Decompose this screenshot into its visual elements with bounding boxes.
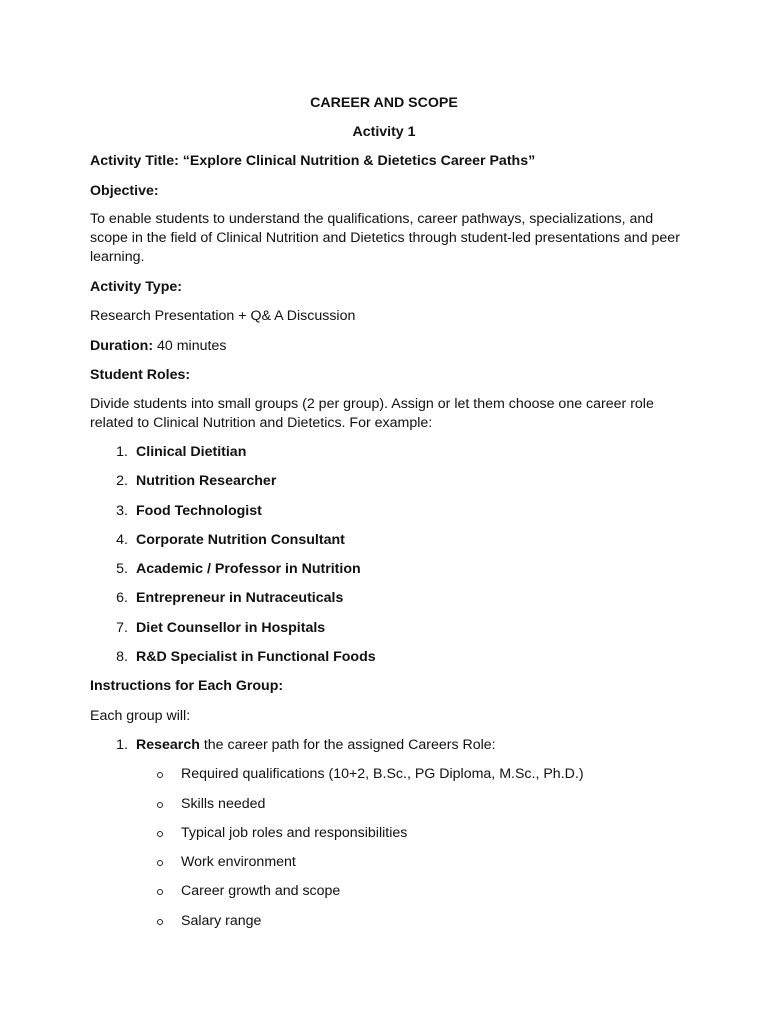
objective-label: Objective: xyxy=(90,183,159,199)
student-roles-label: Student Roles: xyxy=(90,367,191,383)
instruction-step-text: the career path for the assigned Careers Role: xyxy=(199,737,496,753)
list-number: 2. xyxy=(116,473,128,489)
role-item: Diet Counsellor in Hospitals xyxy=(136,620,326,636)
instruction-step-bold: Research xyxy=(136,737,200,753)
role-item: R&D Specialist in Functional Foods xyxy=(136,649,376,665)
activity-type-value: Research Presentation + Q& A Discussion xyxy=(90,308,356,324)
list-number: 5. xyxy=(116,561,128,577)
role-item: Corporate Nutrition Consultant xyxy=(136,532,345,548)
circle-bullet-icon xyxy=(157,772,163,778)
duration-line xyxy=(90,337,226,356)
role-item: Nutrition Researcher xyxy=(136,473,277,489)
activity-heading: Activity 1 xyxy=(352,124,416,140)
role-item: Entrepreneur in Nutraceuticals xyxy=(136,590,344,606)
page-title: CAREER AND SCOPE xyxy=(310,95,458,111)
role-item: Food Technologist xyxy=(136,503,262,519)
duration-label: Duration: xyxy=(90,338,154,354)
duration-value: 40 minutes xyxy=(157,338,227,354)
circle-bullet-icon xyxy=(157,919,163,925)
activity-title-label: Activity Title: xyxy=(90,153,179,169)
list-number: 3. xyxy=(116,503,128,519)
list-number: 4. xyxy=(116,532,128,548)
sub-list-item: Skills needed xyxy=(181,796,266,812)
activity-title xyxy=(90,152,535,171)
activity-title-value: “Explore Clinical Nutrition & Dietetics Career Paths” xyxy=(182,153,536,169)
list-number: 1. xyxy=(116,444,128,460)
list-number: 1. xyxy=(116,737,128,753)
instructions-intro: Each group will: xyxy=(90,708,191,724)
list-number: 7. xyxy=(116,620,128,636)
instructions-label: Instructions for Each Group: xyxy=(90,678,284,694)
role-item: Clinical Dietitian xyxy=(136,444,247,460)
circle-bullet-icon xyxy=(157,802,163,808)
activity-type-label: Activity Type: xyxy=(90,279,182,295)
circle-bullet-icon xyxy=(157,860,163,866)
sub-list-item: Work environment xyxy=(181,854,296,870)
circle-bullet-icon xyxy=(157,889,163,895)
sub-list-item: Career growth and scope xyxy=(181,883,341,899)
sub-list-item: Salary range xyxy=(181,913,262,929)
circle-bullet-icon xyxy=(157,831,163,837)
list-number: 8. xyxy=(116,649,128,665)
sub-list-item: Required qualifications (10+2, B.Sc., PG Diploma, M.Sc., Ph.D.) xyxy=(181,766,584,782)
role-item: Academic / Professor in Nutrition xyxy=(136,561,361,577)
list-number: 6. xyxy=(116,590,128,606)
sub-list-item: Typical job roles and responsibilities xyxy=(181,825,408,841)
instruction-step xyxy=(136,736,496,755)
objective-text: To enable students to understand the qualifications, career pathways, specializations, and scope in the field of Clinical Nutrition and Dietetics through student-led presentations and peer learning. xyxy=(90,211,680,265)
student-roles-text: Divide students into small groups (2 per group). Assign or let them choose one career role related to Clinical Nutrition and Dietetics. For example: xyxy=(90,396,654,431)
